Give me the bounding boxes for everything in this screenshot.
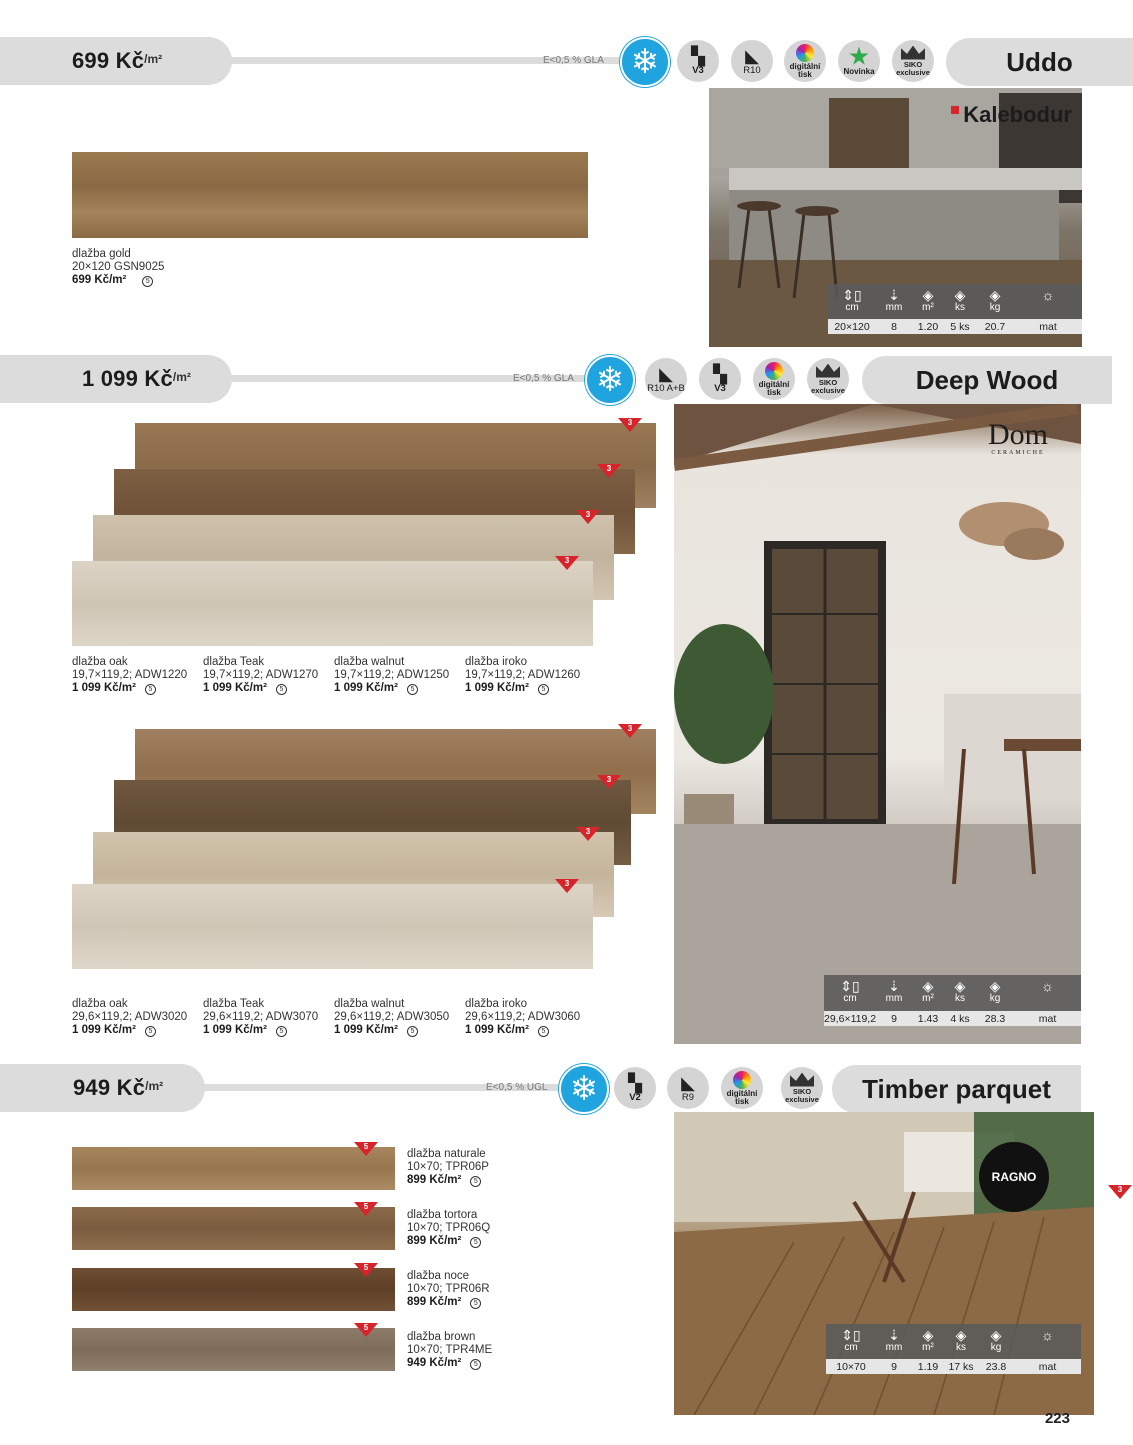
- section-deep-wood-header: [0, 355, 1133, 405]
- eco-icon: 5: [470, 1359, 481, 1370]
- price: 1 099 Kč: [82, 366, 173, 391]
- eco-icon: 5: [538, 684, 549, 695]
- slip-resistance-icon: ◣ R10: [731, 40, 773, 82]
- pieces-icon: ◈ ks: [955, 1327, 967, 1353]
- spec-text: E<0,5 % UGL: [486, 1082, 548, 1093]
- deep-wood-photo: [674, 404, 1081, 1044]
- snowflake-icon: ❄: [620, 37, 670, 87]
- digital-print-icon: digitální tisk: [721, 1067, 763, 1109]
- pieces-icon: ◈ ks: [954, 978, 966, 1004]
- slip-resistance-icon: ◣ R9: [667, 1067, 709, 1109]
- product-caption: dlažba walnut 29,6×119,2; ADW3050 1 099 Kč/m² 5: [334, 998, 450, 1036]
- weight-icon: ◈ kg: [989, 978, 1001, 1004]
- badge-number: 3: [585, 510, 591, 519]
- new-star-icon: Novinka: [838, 40, 880, 82]
- snowflake-icon: ❄: [585, 355, 635, 405]
- series-name: Timber parquet: [832, 1065, 1081, 1113]
- crown-icon: SIKO exclusive: [807, 358, 849, 400]
- snowflake-icon: ❄: [559, 1064, 609, 1114]
- spec-table: [828, 284, 1082, 334]
- eco-icon: 5: [407, 1026, 418, 1037]
- product-caption: dlažba walnut 19,7×119,2; ADW1250 1 099 Kč/m² 5: [334, 656, 450, 694]
- brand-logo: Dom CERAMICHE: [988, 418, 1048, 456]
- plank-gold: [72, 152, 588, 238]
- price-unit: /m²: [172, 370, 191, 384]
- spec-table: [826, 1324, 1081, 1374]
- eco-icon: 5: [145, 684, 156, 695]
- weight-icon: ◈ kg: [989, 287, 1001, 313]
- weight-icon: ◈ kg: [990, 1327, 1002, 1353]
- badge-number: 5: [363, 1142, 369, 1151]
- badge-number: 3: [627, 418, 633, 427]
- spec-values: 20×120 8 1.20 5 ks 20.7 mat: [828, 319, 1082, 334]
- product-caption: dlažba gold 20×120 GSN9025 699 Kč/m² 5: [72, 248, 165, 286]
- eco-icon: 5: [276, 684, 287, 695]
- product-caption: dlažba oak 29,6×119,2; ADW3020 1 099 Kč/m² 5: [72, 998, 188, 1036]
- section-uddo-header: [0, 37, 1133, 87]
- area-icon: ◈ m²: [922, 978, 934, 1004]
- uddo-photo: [709, 88, 1082, 347]
- spec-values: 10×70 9 1.19 17 ks 23.8 mat: [826, 1359, 1081, 1374]
- spec-values: 29,6×119,2 9 1.43 4 ks 28.3 mat: [824, 1011, 1081, 1026]
- digital-print-icon: digitální tisk: [784, 40, 826, 82]
- product-caption: dlažba iroko 19,7×119,2; ADW1260 1 099 Kč/m² 5: [465, 656, 581, 694]
- brand-logo: RAGNO: [979, 1142, 1049, 1212]
- room-illustration: [674, 404, 1081, 1044]
- price-unit: /m²: [145, 1079, 164, 1093]
- crown-icon: SIKO exclusive: [892, 40, 934, 82]
- badge-number: 3: [585, 827, 591, 836]
- product-caption: dlažba Teak 29,6×119,2; ADW3070 1 099 Kč/m² 5: [203, 998, 319, 1036]
- size-icon: ⇕▯ cm: [842, 287, 862, 313]
- price: 699 Kč: [72, 48, 145, 73]
- side-badge-number: 3: [1117, 1185, 1123, 1194]
- digital-print-icon: digitální tisk: [753, 358, 795, 400]
- product-caption: dlažba tortora 10×70; TPR06Q 899 Kč/m² 5: [407, 1209, 491, 1247]
- spec-text: E<0,5 % GLA: [513, 373, 574, 384]
- series-name: Deep Wood: [862, 356, 1112, 404]
- timber-parquet-photo: [674, 1112, 1094, 1415]
- page-number: 223: [1044, 1410, 1070, 1427]
- eco-icon: 5: [470, 1298, 481, 1309]
- slip-resistance-icon: ◣ R10 A+B: [645, 358, 687, 400]
- matte-finish-icon: ☼: [1041, 1327, 1054, 1343]
- size-icon: ⇕▯ cm: [840, 978, 860, 1004]
- plank-naturale: [72, 1147, 395, 1190]
- product-caption: dlažba brown 10×70; TPR4ME 949 Kč/m² 5: [407, 1331, 493, 1369]
- eco-icon: 5: [142, 276, 153, 287]
- section-timber-parquet-header: [0, 1064, 1133, 1114]
- thickness-icon: ⇣ mm: [885, 287, 903, 313]
- price: 949 Kč: [73, 1075, 146, 1100]
- spec-text: E<0,5 % GLA: [543, 55, 604, 66]
- area-icon: ◈ m²: [922, 287, 934, 313]
- plank-oak-wide: [72, 884, 593, 969]
- price-pill: [0, 355, 232, 403]
- eco-icon: 5: [276, 1026, 287, 1037]
- thickness-icon: ⇣ mm: [885, 1327, 903, 1353]
- shade-variation-icon: ▚ V3: [677, 40, 719, 82]
- product-caption: dlažba Teak 19,7×119,2; ADW1270 1 099 Kč/m² 5: [203, 656, 319, 694]
- brand-mark-icon: [951, 106, 959, 114]
- plank-brown: [72, 1328, 395, 1371]
- series-name: Uddo: [946, 38, 1133, 86]
- badge-number: 3: [564, 879, 570, 888]
- badge-number: 3: [564, 556, 570, 565]
- area-icon: ◈ m²: [922, 1327, 934, 1353]
- eco-icon: 5: [470, 1237, 481, 1248]
- product-caption: dlažba noce 10×70; TPR06R 899 Kč/m² 5: [407, 1270, 490, 1308]
- product-caption: dlažba iroko 29,6×119,2; ADW3060 1 099 Kč/m² 5: [465, 998, 581, 1036]
- price-unit: /m²: [144, 52, 163, 66]
- spec-table: [824, 975, 1081, 1026]
- plank-tortora: [72, 1207, 395, 1250]
- badge-number: 5: [363, 1323, 369, 1332]
- badge-number: 3: [606, 775, 612, 784]
- crown-icon: SIKO exclusive: [781, 1067, 823, 1109]
- shade-variation-icon: ▚ V2: [614, 1067, 656, 1109]
- matte-finish-icon: ☼: [1041, 287, 1055, 303]
- badge-number: 3: [606, 464, 612, 473]
- eco-icon: 5: [538, 1026, 549, 1037]
- eco-icon: 5: [470, 1176, 481, 1187]
- pieces-icon: ◈ ks: [954, 287, 966, 313]
- price-pill: [0, 1064, 205, 1112]
- badge-number: 5: [363, 1202, 369, 1211]
- eco-icon: 5: [407, 684, 418, 695]
- badge-number: 3: [627, 724, 633, 733]
- badge-number: 5: [363, 1263, 369, 1272]
- eco-icon: 5: [145, 1026, 156, 1037]
- shade-variation-icon: ▚ V3: [699, 358, 741, 400]
- thickness-icon: ⇣ mm: [885, 978, 903, 1004]
- plank-oak: [72, 561, 593, 646]
- matte-finish-icon: ☼: [1041, 978, 1054, 994]
- plank-noce: [72, 1268, 395, 1311]
- product-caption: dlažba oak 19,7×119,2; ADW1220 1 099 Kč/m² 5: [72, 656, 188, 694]
- brand-logo: Kalebodur: [951, 102, 1072, 128]
- size-icon: ⇕▯ cm: [841, 1327, 861, 1353]
- price-pill: [0, 37, 232, 85]
- product-caption: dlažba naturale 10×70; TPR06P 899 Kč/m² 5: [407, 1148, 489, 1186]
